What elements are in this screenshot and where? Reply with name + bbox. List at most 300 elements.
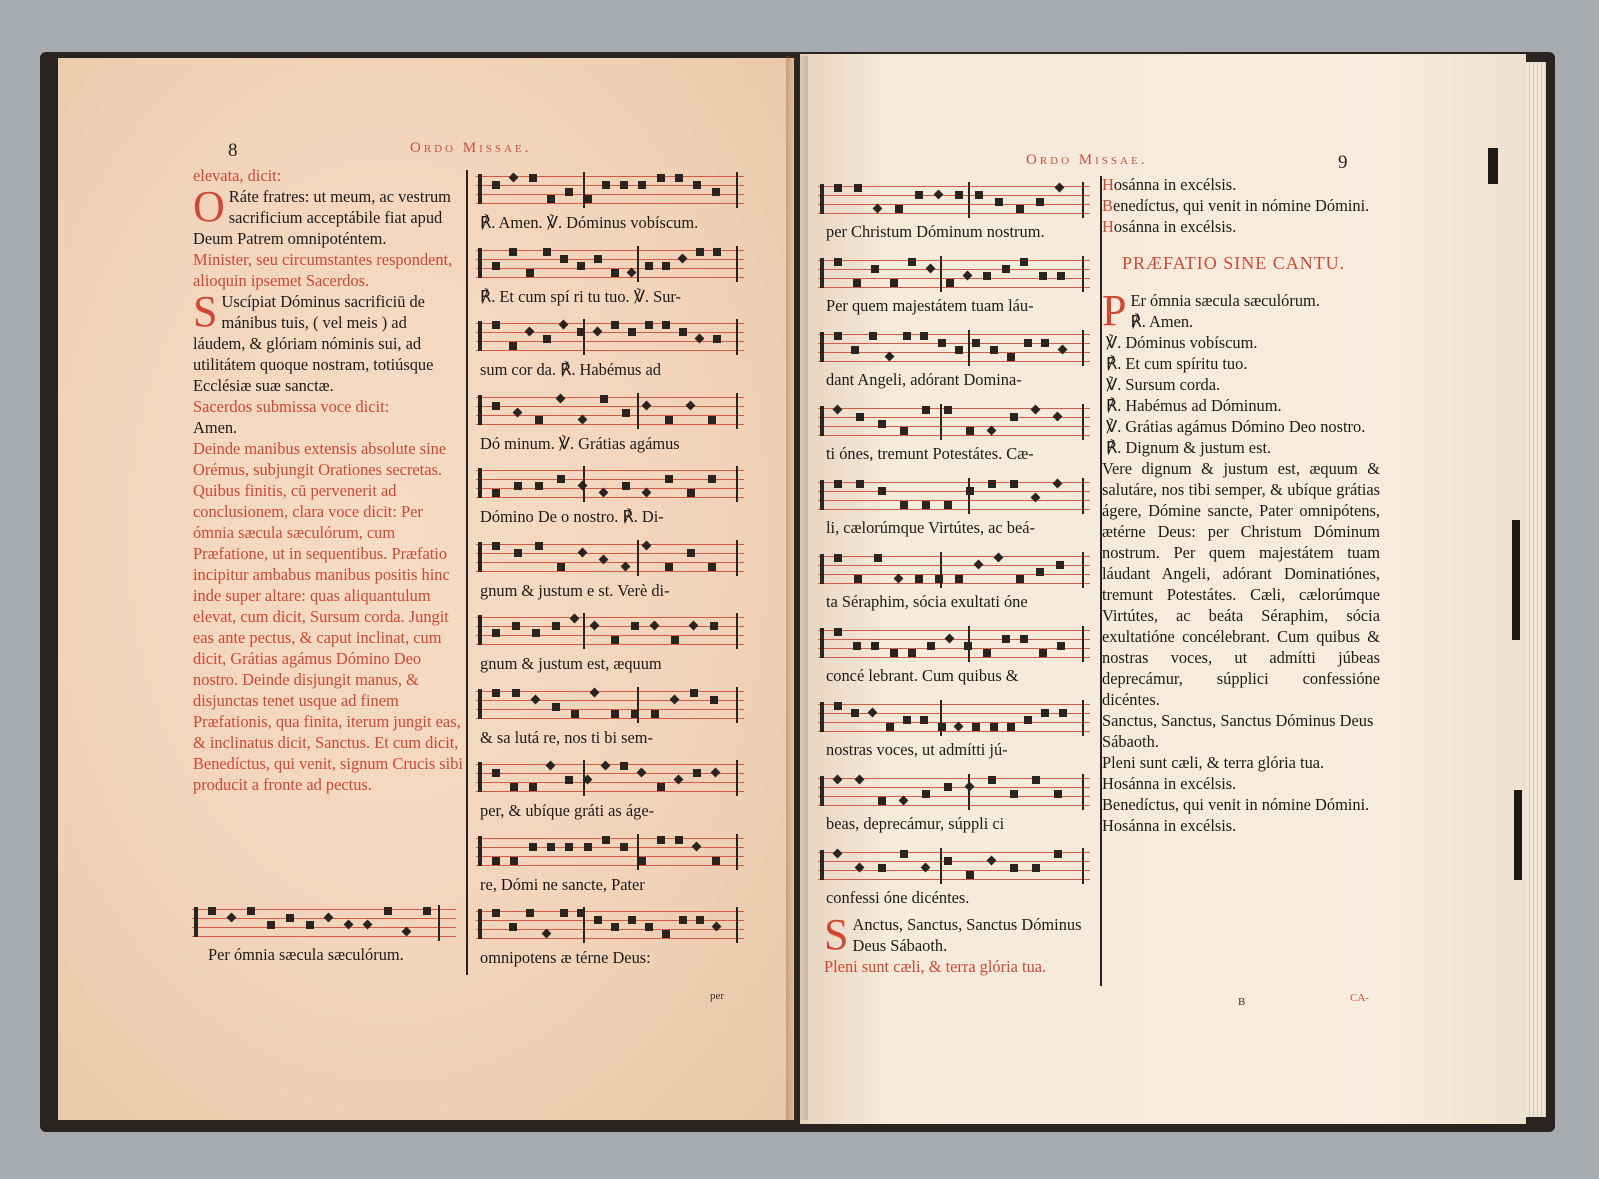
paragraph [193,249,463,291]
chant-note [903,332,911,340]
chant-note [915,191,923,199]
chant-lyric: & sa lutá re, nos ti bi sem- [480,727,653,747]
chant-staff [476,393,744,429]
chant-note [988,776,996,784]
chant-note [708,475,716,483]
chant-note [1007,353,1015,361]
chant-note [972,339,980,347]
chant-note [509,342,517,350]
staff-line [476,259,744,260]
chant-note [900,427,908,435]
chant-note [1053,412,1063,422]
paragraph-text: Ráte fratres: ut meum, ac vestrum sacrificium acceptábile fiat apud Deum Patrem omnipoténtem. [193,187,451,248]
chant-note [645,262,653,270]
chant-note [611,636,619,644]
chant-note [600,395,608,403]
chant-note [878,797,886,805]
chant-note [638,181,646,189]
chant-note [622,482,630,490]
chant-note [972,723,980,731]
chant-note [1054,850,1062,858]
chant-note [854,575,862,583]
staff-line [476,791,744,792]
bar-line [968,182,970,218]
staff-line [476,203,744,204]
staff-line [818,491,1090,492]
chant-staff [476,319,744,355]
chant-note [851,346,859,354]
chant-staff [818,700,1090,736]
paragraph-text: Minister, seu circumstantes respondent, alioquin ipsemet Sacerdos. [193,250,453,290]
staff-line [476,838,744,839]
chant-note [926,264,936,274]
chant-staff [476,246,744,282]
chant-note [602,836,610,844]
chant-staff [476,687,744,723]
chant-note [267,921,275,929]
chant-lyric: dant Angeli, adórant Domina- [826,370,1022,389]
staff-line [476,406,744,407]
bar-line [583,907,585,943]
right-sanctus [824,910,1102,977]
chant-note [1059,709,1067,717]
chant-note [874,554,882,562]
paragraph-text: Uscípiat Dóminus sacrificiū de mánibus tuis, ( vel meis ) ad láudem, & glóriam nóminis sui, ad utilitátem quoque nostram, totiúsque Ecclésiæ suæ sanctæ. [193,292,434,395]
right-catchword: CA- [1350,992,1369,1004]
chant-note [665,475,673,483]
sanctus-text: Anctus, Sanctus, Sanctus Dóminus Deus Sábaoth. [852,915,1082,955]
chant-lyric: confessi óne dicéntes. [826,888,970,907]
staff-line [476,700,744,701]
chant-note [492,542,500,550]
staff-line [818,556,1090,557]
chant-note [1036,198,1044,206]
bar-line [1082,774,1084,810]
bar-line [940,848,942,884]
bar-line [637,540,639,576]
chant-staff [476,760,744,796]
staff-line [818,204,1090,205]
bar-line [1082,700,1084,736]
staff-line [476,847,744,848]
chant-note [1041,709,1049,717]
chant-note [920,716,928,724]
drop-cap: P [1102,290,1127,335]
chant-note [525,327,535,337]
chant-note [944,634,954,644]
chant-note [602,181,610,189]
chant-note [1016,205,1024,213]
chant-note [584,843,592,851]
chant-staff [818,626,1090,662]
chant-note [679,328,687,336]
bar-line [940,552,942,588]
chant-note [662,262,670,270]
chant-note [590,621,600,631]
preface-line: ℣. Grátias agámus Dómino Deo nostro. [1106,417,1366,436]
chant-lyric: ℟. Amen. ℣. Dóminus vobíscum. [480,213,699,232]
staff-line [476,938,744,939]
chant-note [651,710,659,718]
chant-note [555,393,565,403]
chant-note [1010,864,1018,872]
chant-note [565,188,573,196]
staff-line [818,657,1090,658]
chant-note [833,405,843,415]
preface-line: ℟. Dignum & justum est. [1106,438,1272,457]
chant-note [873,204,883,214]
staff-line [476,185,744,186]
chant-lyric: li, cælorúmque Virtútes, ac beá- [826,518,1035,537]
chant-note [689,621,699,631]
preface-line: Er ómnia sæcula sæculórum. [1130,291,1320,310]
chant-note [834,258,842,266]
chant-note [710,622,718,630]
chant-note [710,696,718,704]
chant-note [642,540,652,550]
staff-line [476,773,744,774]
drop-cap: S [824,910,849,959]
chant-note [509,923,517,931]
chant-note [514,482,522,490]
chant-note [529,783,537,791]
chant-note [878,487,886,495]
chant-note [542,929,552,939]
chant-note [693,181,701,189]
bar-line [736,172,738,208]
chant-clef [820,702,824,732]
chant-note [657,783,665,791]
chant-note [384,907,392,915]
chant-note [324,913,334,923]
chant-staff [476,613,744,649]
chant-note [226,913,236,923]
chant-note [908,258,916,266]
chant-clef [478,468,482,498]
chant-note [696,248,704,256]
chant-note [869,332,877,340]
chant-staff [818,848,1090,884]
pleni-line: Pleni sunt cæli, & terra glória tua. [824,957,1047,976]
staff-line [818,195,1090,196]
chant-note [557,563,565,571]
chant-clef [820,776,824,806]
chant-note [649,621,659,631]
staff-line [818,408,1090,409]
bookmark-tab [1512,520,1520,640]
chant-note [543,335,551,343]
paragraph-text: Deinde manibus extensis absolute sine Orémus, subjungit Orationes secretas. Quibus finitis, cū pervenerit ad conclusionem, clara voce dicit: Per ómnia sæcula sæculórum, cum Præfatione, ut in sequentibus. Præfatio incipitur ambabus manibus positis hinc inde super altare: quas aliquantulum elevat, cum dicit, Sursum corda. Jungit eas ante pectus, & caput inclinat, cum dicit, Grátias agámus Dómino Deo nostro. Deinde disjungit manus, & disjunctas tenet usque ad finem Præfationis, qua finita, iterum jungit eas, & inclinatus dicit, Sanctus. Et cum dicit, Benedíctus, qui venit, signum Crucis sibi producit a fronte ad pectus. [193,439,463,794]
staff-line [818,500,1090,501]
chant-note [628,328,636,336]
chant-note [975,191,983,199]
chant-note [884,352,894,362]
chant-note [893,574,903,584]
right-page-number: 9 [1338,152,1348,173]
chant-note [955,191,963,199]
chant-note [1016,575,1024,583]
chant-note [938,339,946,347]
chant-note [922,790,930,798]
chant-note [834,628,842,636]
chant-note [611,269,619,277]
chant-note [631,622,639,630]
staff-line [476,397,744,398]
staff-line [818,787,1090,788]
left-chant-lyric: Per ómnia sæcula sæculórum. [208,945,404,964]
chant-clef [478,836,482,866]
bar-line [583,466,585,502]
chant-note [675,836,683,844]
chant-note [833,775,843,785]
chant-note [557,475,565,483]
staff-line [818,796,1090,797]
staff-line [818,704,1090,705]
chant-clef [820,332,824,362]
paragraph [193,186,463,249]
text-line: Hosánna in excélsis. [1102,175,1237,194]
chant-note [853,279,861,287]
chant-note [492,321,500,329]
chant-clef [478,248,482,278]
chant-note [510,857,518,865]
chant-note [854,184,862,192]
chant-clef [820,258,824,288]
staff-line [476,268,744,269]
chant-note [994,553,1004,563]
chant-lyric: nostras voces, ut admítti jú- [826,740,1008,759]
chant-note [944,857,952,865]
chant-note [620,762,628,770]
chant-note [685,400,695,410]
chant-note [944,501,952,509]
bar-line [1082,182,1084,218]
chant-note [547,843,555,851]
chant-note [1024,716,1032,724]
chant-staff [476,172,744,208]
staff-line [192,936,456,937]
bar-line [1082,552,1084,588]
chant-note [560,255,568,263]
staff-line [818,426,1090,427]
chant-note [492,629,500,637]
chant-note [402,927,412,937]
chant-note [1020,635,1028,643]
chant-note [995,198,1003,206]
chant-staff [818,256,1090,292]
bar-line [736,393,738,429]
chant-lyric: Per quem majestátem tuam láu- [826,296,1034,315]
chant-note [1039,272,1047,280]
chant-note [908,649,916,657]
staff-line [476,194,744,195]
chant-note [492,489,500,497]
chant-lyric: ti ónes, tremunt Potestátes. Cæ- [826,444,1034,463]
bar-line [583,319,585,355]
bar-line [1082,478,1084,514]
chant-note [871,265,879,273]
chant-note [900,501,908,509]
chant-note [696,916,704,924]
chant-note [620,181,628,189]
chant-note [547,195,555,203]
chant-note [645,321,653,329]
chant-lyric: Dó minum. ℣. Grátias agámus [480,433,680,453]
staff-line [476,470,744,471]
chant-note [692,841,702,851]
staff-line [818,583,1090,584]
chant-note [565,843,573,851]
chant-note [565,776,573,784]
chant-note [834,184,842,192]
chant-note [1010,790,1018,798]
chant-note [983,649,991,657]
chant-note [886,723,894,731]
chant-note [492,181,500,189]
bar-line [637,246,639,282]
chant-note [662,930,670,938]
chant-note [687,489,695,497]
chant-note [510,783,518,791]
chant-clef [478,174,482,204]
left-column-text [193,165,463,795]
chant-note [512,622,520,630]
chant-note [955,575,963,583]
chant-note [492,689,500,697]
chant-clef [820,850,824,880]
chant-clef [478,321,482,351]
chant-note [690,689,698,697]
chant-note [1053,479,1063,489]
chant-note [535,542,543,550]
chant-note [552,703,560,711]
chant-note [492,909,500,917]
chant-clef [194,907,198,937]
bar-line [583,172,585,208]
staff-line [818,805,1090,806]
chant-staff [192,905,456,941]
chant-note [1020,258,1028,266]
text-line: Benedíctus, qui venit in nómine Dómini. [1102,196,1370,215]
bar-line [637,393,639,429]
chant-clef [820,480,824,510]
chant-staff [818,404,1090,440]
chant-clef [478,395,482,425]
staff-line [192,909,456,910]
chant-note [1057,642,1065,650]
paragraph-text: elevata, dicit: [193,166,282,185]
chant-note [492,262,500,270]
chant-note [890,279,898,287]
staff-line [818,213,1090,214]
bar-line [736,907,738,943]
chant-note [712,857,720,865]
staff-line [476,571,744,572]
chant-note [678,253,688,263]
chant-note [855,775,865,785]
chant-note [622,409,630,417]
chant-note [946,279,954,287]
staff-line [476,424,744,425]
chant-note [899,796,909,806]
chant-staff [476,540,744,576]
chant-note [662,321,670,329]
staff-line [476,544,744,545]
chant-note [529,843,537,851]
chant-note [638,857,646,865]
initial-letter: H [1102,175,1114,194]
chant-note [990,346,998,354]
bar-line [736,466,738,502]
bar-line [1082,256,1084,292]
chant-note [665,416,673,424]
chant-note [675,174,683,182]
chant-note [620,843,628,851]
right-text-column [1102,174,1380,836]
chant-note [915,575,923,583]
chant-note [1041,339,1049,347]
chant-note [570,614,580,624]
chant-note [955,346,963,354]
chant-note [900,850,908,858]
closing-line: Benedíctus, qui venit in nómine Dómini. [1102,795,1370,814]
preface-line: ℟. Amen. [1130,312,1194,331]
bar-line [736,540,738,576]
bar-line [940,256,942,292]
chant-note [922,406,930,414]
text-line: Hosánna in excélsis. [1102,217,1237,236]
chant-note [890,649,898,657]
bar-line [736,760,738,796]
staff-line [818,722,1090,723]
chant-clef [478,615,482,645]
book-gutter [786,56,808,1120]
chant-lyric: re, Dómi ne sancte, Pater [480,874,645,894]
chant-clef [478,762,482,792]
chant-note [903,716,911,724]
chant-note [954,722,964,732]
chant-note [571,710,579,718]
staff-line [476,277,744,278]
chant-lyric: Dómino De o nostro. ℟. Di- [480,507,664,526]
chant-staff [476,466,744,502]
chant-note [594,916,602,924]
left-catchword: per [710,990,725,1002]
chant-note [1039,649,1047,657]
chant-note [856,413,864,421]
bar-line [968,626,970,662]
bar-line [1082,330,1084,366]
staff-line [476,617,744,618]
staff-line [818,879,1090,880]
chant-note [983,272,991,280]
chant-note [834,480,842,488]
chant-lyric: ta Séraphim, sócia exultati óne [826,592,1028,611]
chant-note [535,416,543,424]
bar-line [637,687,639,723]
chant-note [286,914,294,922]
chant-note [600,761,610,771]
chant-note [492,769,500,777]
bar-line [736,319,738,355]
staff-line [476,865,744,866]
chant-lyric: per Christum Dóminum nostrum. [826,222,1045,241]
chant-note [671,636,679,644]
staff-line [818,269,1090,270]
chant-note [1024,339,1032,347]
preface-line: ℟. Et cum spíritu tuo. [1106,354,1248,373]
bar-line [940,700,942,736]
